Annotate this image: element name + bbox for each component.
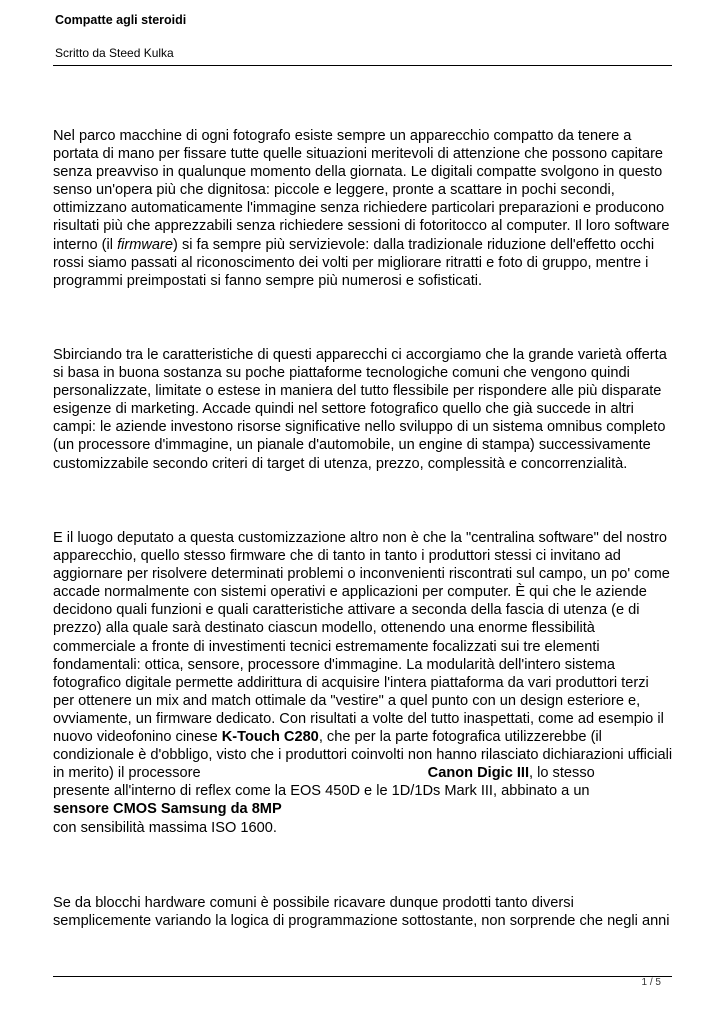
- paragraph-3: [53, 529, 678, 837]
- paragraph-1: [53, 127, 678, 290]
- document-author: Scritto da Steed Kulka: [55, 46, 174, 60]
- page-number: 1 / 5: [641, 977, 661, 988]
- document-title: Compatte agli steroidi: [55, 13, 187, 27]
- k-touch-c280-term: K-Touch C280: [221, 729, 319, 746]
- firmware-term: firmware: [117, 236, 174, 253]
- paragraph-2: Sbirciando tra le caratteristiche di questi apparecchi ci accorgiamo che la grande varietà offerta si basa in buona sostanza su poche piattaforme tecnologiche comuni che vengono quindi personalizzate, limitate o estese in maniera del tutto flessibile per rispondere alle più disparate esigenze di marketing. Accade quindi nel settore fotografico quello che già succede in altri campi: le aziende investono risorse significative nello sviluppo di un sistema omnibus completo (un processore d'immagine, un pianale d'automobile, un engine di stampa) successivamente customizzabile secondo criteri di target di utenza, prezzo, complessità e concorrenzialità.: [53, 347, 667, 472]
- paragraph-3-text-e: , lo stesso presente all'interno di reflex come la EOS 450D e le 1D/1Ds Mark III, abbinato a un: [53, 765, 595, 800]
- paragraph-3-text-c: , che per la parte fotografica utilizzerebbe (il condizionale è d'obbligo, visto che i produttori coinvolti non hanno rilasciato dichiarazioni ufficiali in merito) il processore: [53, 729, 673, 782]
- paragraph-1-text-a: Nel parco macchine di ogni fotografo esiste sempre un apparecchio compatto da tenere a portata di mano per fissare tutte quelle situazioni meritevoli di attenzione che possono capitare senza preavviso in qualunque momento della giornata. Le digitali compatte svolgono in questo senso un'opera più che dignitosa: piccole e leggere, pronte a scattare in pochi secondi, ottimizzano automaticamente l'immagine senza richiedere particolari preparazioni e producono risultati più che apprezzabili senza richiedere sessioni di fotoritocco al computer. Il loro software interno (il: [53, 128, 670, 253]
- paragraph-3-text-g: con sensibilità massima ISO 1600.: [53, 819, 277, 836]
- header-divider: [53, 65, 672, 66]
- footer-divider: [53, 976, 672, 977]
- paragraph-4: Se da blocchi hardware comuni è possibile ricavare dunque prodotti tanto diversi semplicemente variando la logica di programmazione sottostante, non sorprende che negli anni: [53, 895, 670, 930]
- paragraph-1-text-c: ) si fa sempre più servizievole: dalla tradizionale riduzione dell'effetto occhi rossi siamo passati al riconoscimento dei volti per migliorare ritratti e foto di gruppo, mentre i programmi preimpostati si fanno sempre più numerosi e sofisticati.: [53, 236, 655, 289]
- samsung-sensor-term: sensore CMOS Samsung da 8MP: [53, 801, 282, 818]
- canon-digic-iii-term: Canon Digic III: [427, 765, 530, 782]
- paragraph-3-text-a: E il luogo deputato a questa customizzazione altro non è che la "centralina software" del nostro apparecchio, quello stesso firmware che di tanto in tanto i produttori stessi ci invitano ad aggiornare per risolvere determinati problemi o inconvenienti riscontrati sul campo, un po' come accade normalmente con sistemi operativi e applicazioni per computer. È qui che le aziende decidono quali funzioni e quali caratteristiche attivare a seconda della fascia di utenza (e di prezzo) alla quale sarà destinato ciascun modello, ottenendo una enorme flessibilità commerciale a fronte di investimenti tecnici estremamente focalizzati sui tre elementi fondamentali: ottica, sensore, processore d'immagine. La modularità dell'intero sistema fotografico digitale permette addirittura di acquisire l'intera piattaforma da vari produttori terzi per ottenere un mix and match ottimale da "vestire" a quel punto con un design esteriore e, ovviamente, un firmware dedicato. Con risultati a volte del tutto inaspettati, come ad esempio il nuovo videofonino cinese: [53, 530, 670, 746]
